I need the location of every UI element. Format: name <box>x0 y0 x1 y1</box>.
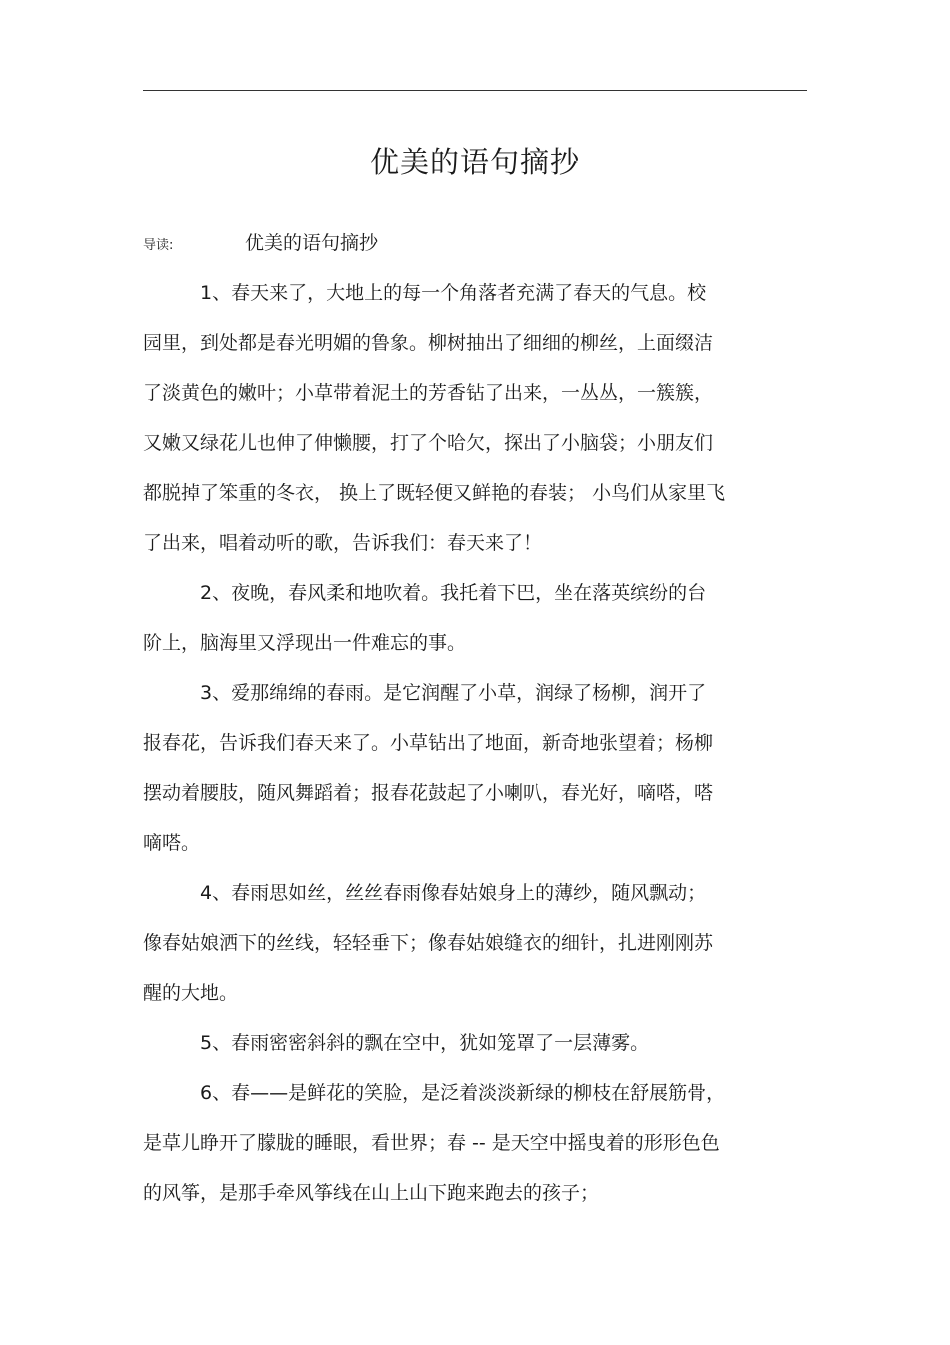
text-line: 了出来，唱着动听的歌，告诉我们：春天来了！ <box>143 532 543 554</box>
text-line: 是草儿睁开了朦胧的睡眼，看世界；春 -- 是天空中摇曳着的形形色色 <box>143 1132 720 1154</box>
text-line: 醒的大地。 <box>143 982 239 1004</box>
paragraph <box>143 868 813 1018</box>
paragraph <box>143 1018 813 1068</box>
text-line: 摆动着腰肢，随风舞蹈着；报春花鼓起了小喇叭，春光好，嘀嗒，嗒 <box>143 782 714 804</box>
text-line: 又嫩又绿花儿也伸了伸懒腰，打了个哈欠，探出了小脑袋；小朋友们 <box>143 432 714 454</box>
paragraph <box>143 1068 813 1218</box>
document-title: 优美的语句摘抄 <box>369 145 580 179</box>
text-line: 3、爱那绵绵的春雨。是它润醒了小草，润绿了杨柳，润开了 <box>200 682 707 704</box>
text-line: 1、春天来了，大地上的每一个角落者充满了春天的气息。校 <box>200 282 707 304</box>
text-line: 2、夜晚，春风柔和地吹着。我托着下巴，坐在落英缤纷的台 <box>200 582 707 604</box>
text-line: 嘀嗒。 <box>143 832 201 854</box>
text-line: 6、春——是鲜花的笑脸，是泛着淡淡新绿的柳枝在舒展筋骨， <box>200 1082 726 1104</box>
text-line: 5、春雨密密斜斜的飘在空中，犹如笼罩了一层薄雾。 <box>200 1032 650 1054</box>
intro-line <box>143 228 378 258</box>
text-line: 像春姑娘洒下的丝线，轻轻垂下；像春姑娘缝衣的细针，扎进刚刚苏 <box>143 932 714 954</box>
paragraph <box>143 268 813 568</box>
text-line: 都脱掉了笨重的冬衣， 换上了既轻便又鲜艳的春装； 小鸟们从家里飞 <box>143 482 726 504</box>
text-line: 阶上，脑海里又浮现出一件难忘的事。 <box>143 632 467 654</box>
document-body <box>143 268 813 1218</box>
text-line: 4、春雨思如丝，丝丝春雨像春姑娘身上的薄纱，随风飘动； <box>200 882 707 904</box>
text-line: 的风筝，是那手牵风筝线在山上山下跑来跑去的孩子； <box>143 1182 600 1204</box>
intro-label: 导读: <box>143 238 174 253</box>
text-line: 报春花，告诉我们春天来了。小草钻出了地面，新奇地张望着；杨柳 <box>143 732 714 754</box>
intro-text: 优美的语句摘抄 <box>245 232 379 254</box>
paragraph <box>143 668 813 868</box>
header-rule <box>143 90 807 91</box>
text-line: 园里，到处都是春光明媚的鲁象。柳树抽出了细细的柳丝，上面缀洁 <box>143 332 714 354</box>
text-line: 了淡黄色的嫩叶；小草带着泥土的芳香钻了出来，一丛丛，一簇簇， <box>143 382 714 404</box>
paragraph <box>143 568 813 668</box>
